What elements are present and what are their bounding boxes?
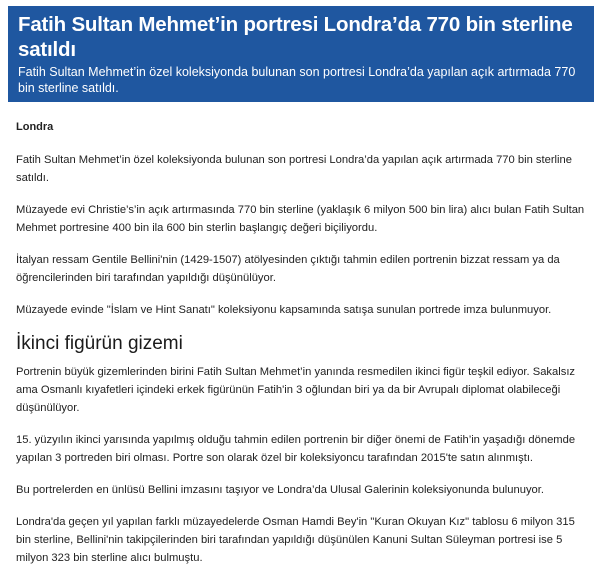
- dateline: Londra: [16, 121, 54, 133]
- body-paragraph: İtalyan ressam Gentile Bellini'nin (1429-1507) atölyesinden çıktığı tahmin edilen portrenin bizzat ressam ya da öğrencilerinden biri tarafından yapıldığı düşünülüyor.: [16, 254, 560, 284]
- body-paragraph: Fatih Sultan Mehmet’in özel koleksiyonda bulunan son portresi Londra’da yapılan açık artırmada 770 bin sterline satıldı.: [16, 154, 572, 184]
- section-paragraph: 15. yüzyılın ikinci yarısında yapılmış olduğu tahmin edilen portrenin bir diğer önemi de Fatih’in yaşadığı dönemde yapılan 3 portreden biri olması. Portre son olarak özel bir koleksiyoncu tarafından 2015'te satın alınmıştı.: [16, 434, 576, 464]
- article-body: [16, 120, 588, 581]
- body-paragraph: Müzayede evinde "İslam ve Hint Sanatı" koleksiyonu kapsamında satışa sunulan portrede imza bulunmuyor.: [16, 304, 552, 316]
- article-subheadline: Fatih Sultan Mehmet’in özel koleksiyonda bulunan son portresi Londra’da yapılan açık artırmada 770 bin sterline satıldı.: [18, 65, 576, 95]
- section-paragraph: Bu portrelerden en ünlüsü Bellini imzasını taşıyor ve Londra’da Ulusal Galerinin koleksiyonunda bulunuyor.: [16, 484, 544, 496]
- section-heading: İkinci figürün gizemi: [16, 333, 183, 354]
- section-paragraph: Portrenin büyük gizemlerinden birini Fatih Sultan Mehmet’in yanında resmedilen ikinci figür teşkil ediyor. Sakalsız ama Osmanlı kıyafetleri içindeki erkek figürünün Fatih'in 3 oğlundan biri ya da bir Avrupalı diplomat olabileceği düşünülüyor.: [16, 366, 576, 414]
- body-paragraph: Müzayede evi Christie’s’in açık artırmasında 770 bin sterline (yaklaşık 6 milyon 500 bin lira) alıcı bulan Fatih Sultan Mehmet portresine 400 bin ila 600 bin sterlin başlangıç değeri biçiliyordu.: [16, 204, 585, 234]
- article-header: [8, 6, 594, 102]
- article-headline: Fatih Sultan Mehmet’in portresi Londra’da 770 bin sterline satıldı: [18, 13, 573, 61]
- section-paragraph: Londra'da geçen yıl yapılan farklı müzayedelerde Osman Hamdi Bey'in "Kuran Okuyan Kız" tablosu 6 milyon 315 bin sterline, Bellini'nin takipçilerinden biri tarafından yapıldığı düşünülen Kanuni Sultan Süleyman portresi ise 5 milyon 323 bin sterline alıcı bulmuştu.: [16, 516, 575, 564]
